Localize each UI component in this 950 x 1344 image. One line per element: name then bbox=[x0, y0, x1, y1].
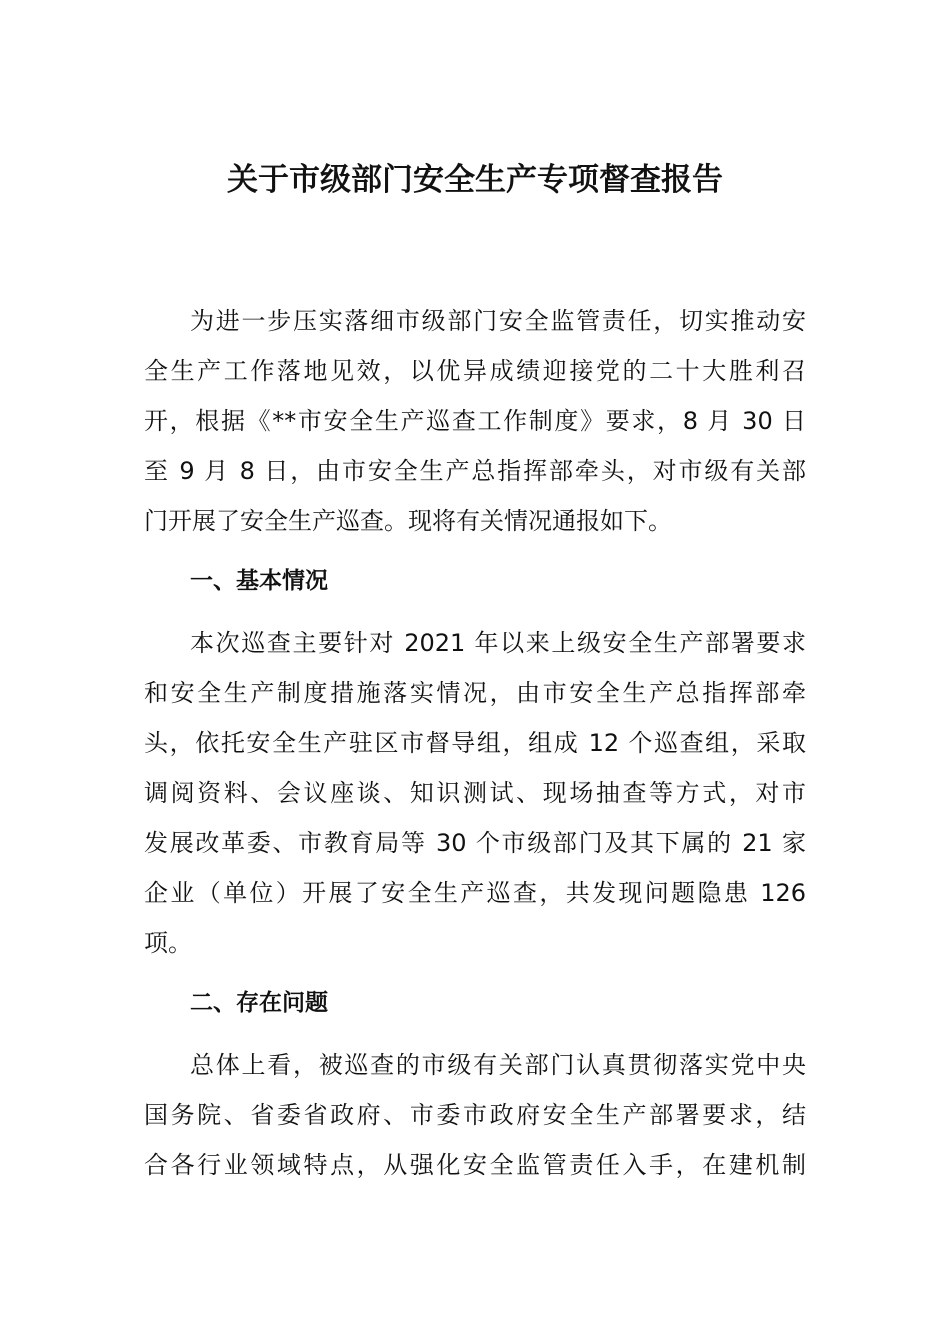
paragraph-line: 为进一步压实落细市级部门安全监管责任，切实推动安 bbox=[190, 307, 806, 335]
paragraph-line: 项。 bbox=[144, 929, 192, 957]
paragraph-line: 发展改革委、市教育局等 30 个市级部门及其下属的 21 家 bbox=[144, 829, 806, 857]
paragraph-line: 调阅资料、会议座谈、知识测试、现场抽查等方式，对市 bbox=[144, 779, 806, 807]
section-heading-existing-problems: 二、存在问题 bbox=[190, 990, 328, 1016]
paragraph-line: 总体上看，被巡查的市级有关部门认真贯彻落实党中央 bbox=[190, 1051, 806, 1079]
paragraph-line: 门开展了安全生产巡查。现将有关情况通报如下。 bbox=[144, 507, 672, 535]
paragraph-line: 头，依托安全生产驻区市督导组，组成 12 个巡查组，采取 bbox=[144, 729, 806, 757]
paragraph-line: 至 9 月 8 日，由市安全生产总指挥部牵头，对市级有关部 bbox=[144, 457, 806, 485]
paragraph-line: 国务院、省委省政府、市委市政府安全生产部署要求，结 bbox=[144, 1101, 806, 1129]
paragraph-line: 开，根据《**市安全生产巡查工作制度》要求，8 月 30 日 bbox=[144, 407, 806, 435]
section-heading-basic-situation: 一、基本情况 bbox=[190, 568, 328, 594]
document-title: 关于市级部门安全生产专项督查报告 bbox=[227, 162, 723, 198]
paragraph-line: 全生产工作落地见效，以优异成绩迎接党的二十大胜利召 bbox=[144, 357, 806, 385]
paragraph-line: 合各行业领域特点，从强化安全监管责任入手，在建机制 bbox=[144, 1151, 806, 1179]
paragraph-line: 本次巡查主要针对 2021 年以来上级安全生产部署要求 bbox=[190, 629, 806, 657]
paragraph-line: 企业（单位）开展了安全生产巡查，共发现问题隐患 126 bbox=[144, 879, 806, 907]
paragraph-line: 和安全生产制度措施落实情况，由市安全生产总指挥部牵 bbox=[144, 679, 806, 707]
